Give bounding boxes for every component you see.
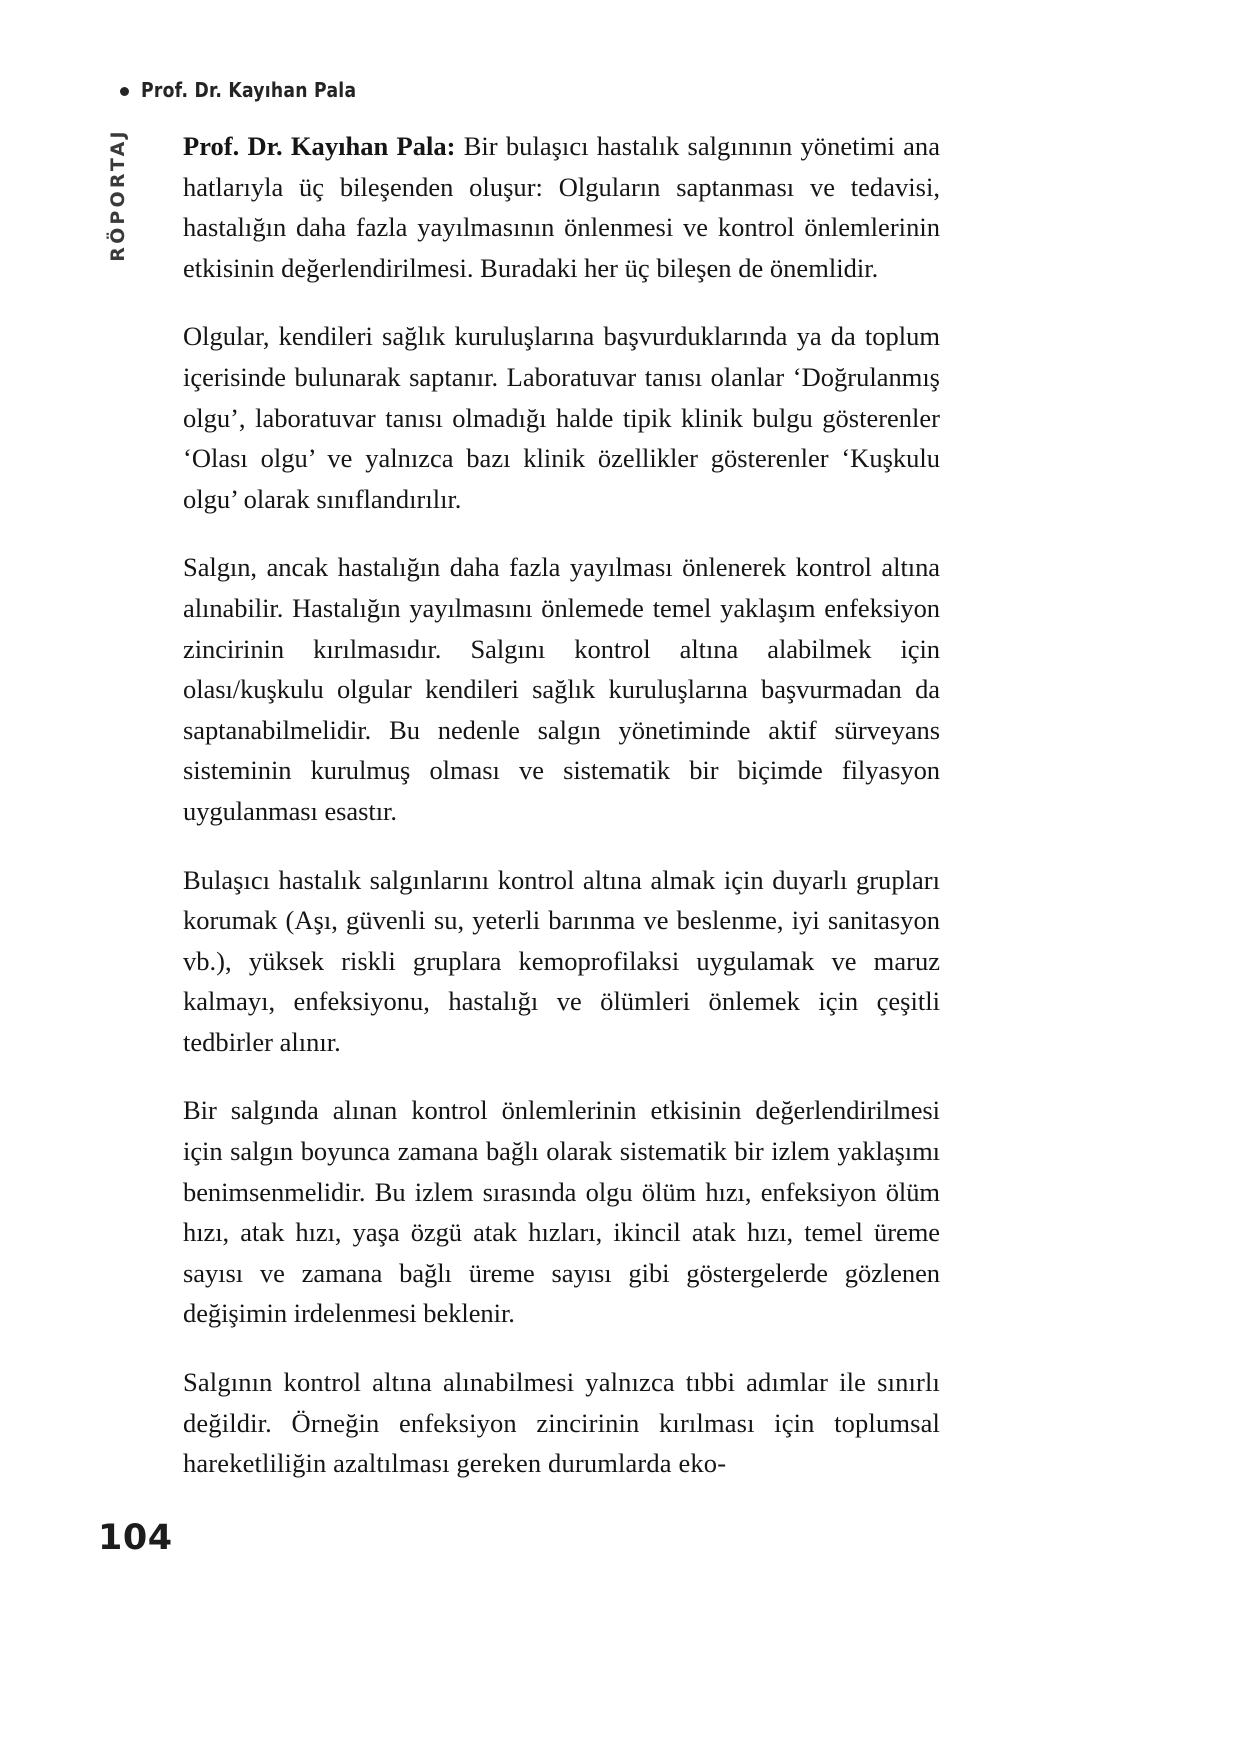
paragraph-5: Bir salgında alınan kontrol önlemlerinin etkisinin değerlendirilmesi için salgın boyunca zamana bağlı olarak sistematik bir izlem yaklaşımı benimsenmelidir. Bu izlem sırasında olgu ölüm hızı, enfeksiyon ölüm hızı, atak hızı, yaşa özgü atak hızları, ikincil atak hızı, temel üreme sayısı ve zamana bağlı üreme sayısı gibi göstergelerde gözlenen değişimin irdelenmesi beklenir. — [183, 1095, 940, 1329]
article-body — [183, 126, 940, 1484]
paragraph-1-text: Bir bulaşıcı hastalık salgınının yönetimi ana hatlarıyla üç bileşenden oluşur: Olguların saptanması ve tedavisi, hastalığın daha fazla yayılmasının önlenmesi ve kontrol önlemlerinin etkisinin değerlendirilmesi. Buradaki her üç bileşen de önemlidir. — [183, 131, 940, 283]
running-head-title: Prof. Dr. Kayıhan Pala — [141, 78, 357, 102]
page-number: 104 — [98, 1518, 173, 1558]
speaker-name: Prof. Dr. Kayıhan Pala: — [183, 131, 456, 161]
paragraph-4: Bulaşıcı hastalık salgınlarını kontrol altına almak için duyarlı grupları korumak (Aşı, güvenli su, yeterli barınma ve beslenme, iyi sanitasyon vb.), yüksek riskli gruplara kemoprofilaksi uygulamak ve maruz kalmayı, enfeksiyonu, hastalığı ve ölümleri önlemek için çeşitli tedbirler alınır. — [183, 864, 940, 1057]
paragraph-1 — [183, 126, 940, 288]
paragraph-6: Salgının kontrol altına alınabilmesi yalnızca tıbbi adımlar ile sınırlı değildir. Örneğin enfeksiyon zincirinin kırılması için toplumsal hareketliliğin azaltılması gereken durumlarda eko- — [183, 1367, 940, 1479]
bullet-icon — [120, 87, 129, 96]
paragraph-3: Salgın, ancak hastalığın daha fazla yayılması önlenerek kontrol altına alınabilir. Hastalığın yayılmasını önlemede temel yaklaşım enfeksiyon zincirinin kırılmasıdır. Salgını kontrol altına alabilmek için olası/kuşkulu olgular kendileri sağlık kuruluşlarına başvurmadan da saptanabilmelidir. Bu nedenle salgın yönetiminde aktif sürveyans sisteminin kurulmuş olması ve sistematik bir biçimde filyasyon uygulanması esastır. — [183, 552, 940, 826]
paragraph-2: Olgular, kendileri sağlık kuruluşlarına başvurduklarında ya da toplum içerisinde bulunarak saptanır. Laboratuvar tanısı olanlar ‘Doğrulanmış olgu’, laboratuvar tanısı olmadığı halde tipik klinik bulgu gösterenler ‘Olası olgu’ ve yalnızca bazı klinik özellikler gösterenler ‘Kuşkulu olgu’ olarak sınıflandırılır. — [183, 321, 940, 514]
running-head — [120, 78, 391, 102]
section-tab-label: RÖPORTAJ — [107, 128, 129, 262]
section-tab — [96, 115, 140, 275]
